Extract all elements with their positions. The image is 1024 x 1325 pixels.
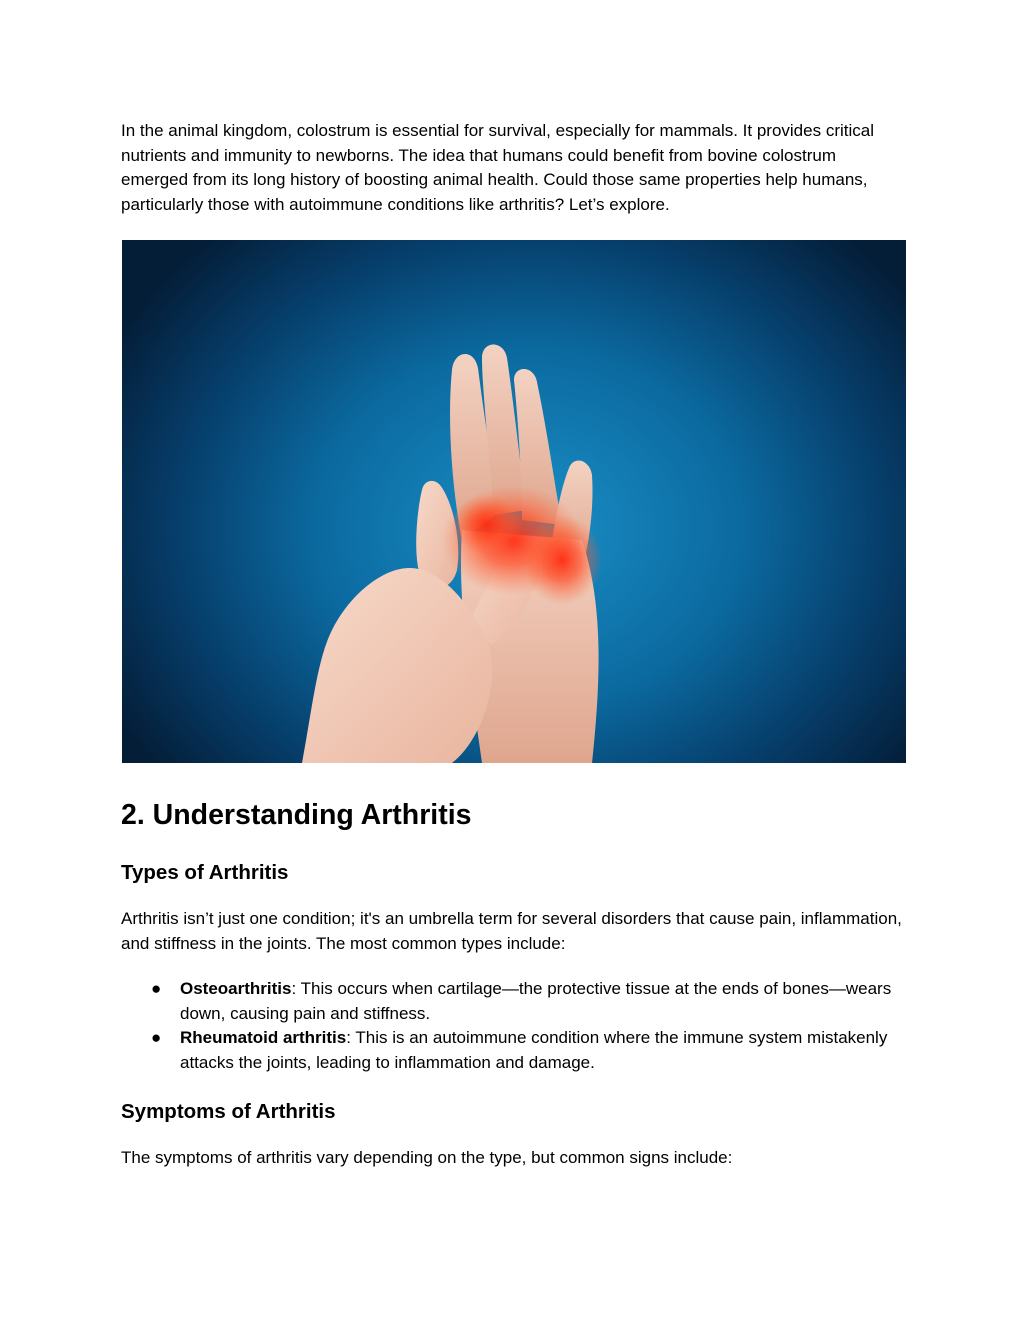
intro-paragraph: In the animal kingdom, colostrum is essential for survival, especially for mammals. It provides critical nutrients and immunity to newborns. The idea that humans could benefit from bovine colostrum emerged from its long history of boosting animal health. Could those same properties help humans, particularly those with autoimmune conditions like arthritis? Let’s explore. bbox=[121, 121, 874, 214]
arthritis-hand-image bbox=[122, 240, 906, 763]
bullet-icon: ● bbox=[151, 1028, 162, 1047]
types-heading: Types of Arthritis bbox=[121, 861, 289, 884]
list-item-text: : This is an autoimmune condition where the immune system mistakenly attacks the joints, leading to inflammation and damage. bbox=[180, 1028, 888, 1072]
types-paragraph: Arthritis isn’t just one condition; it's an umbrella term for several disorders that cause pain, inflammation, and stiffness in the joints. The most common types include: bbox=[121, 909, 902, 953]
list-item bbox=[121, 977, 906, 1026]
list-item bbox=[121, 1026, 906, 1075]
symptoms-paragraph: The symptoms of arthritis vary depending on the type, but common signs include: bbox=[121, 1148, 733, 1167]
bullet-icon: ● bbox=[151, 979, 162, 998]
arthritis-types-list bbox=[121, 977, 906, 1075]
section-title: 2. Understanding Arthritis bbox=[121, 799, 472, 831]
symptoms-heading: Symptoms of Arthritis bbox=[121, 1100, 336, 1123]
list-item-text: : This occurs when cartilage—the protective tissue at the ends of bones—wears down, causing pain and stiffness. bbox=[180, 979, 892, 1023]
list-item-term: Osteoarthritis bbox=[180, 979, 292, 998]
hand-illustration bbox=[122, 240, 906, 763]
list-item-term: Rheumatoid arthritis bbox=[180, 1028, 347, 1047]
